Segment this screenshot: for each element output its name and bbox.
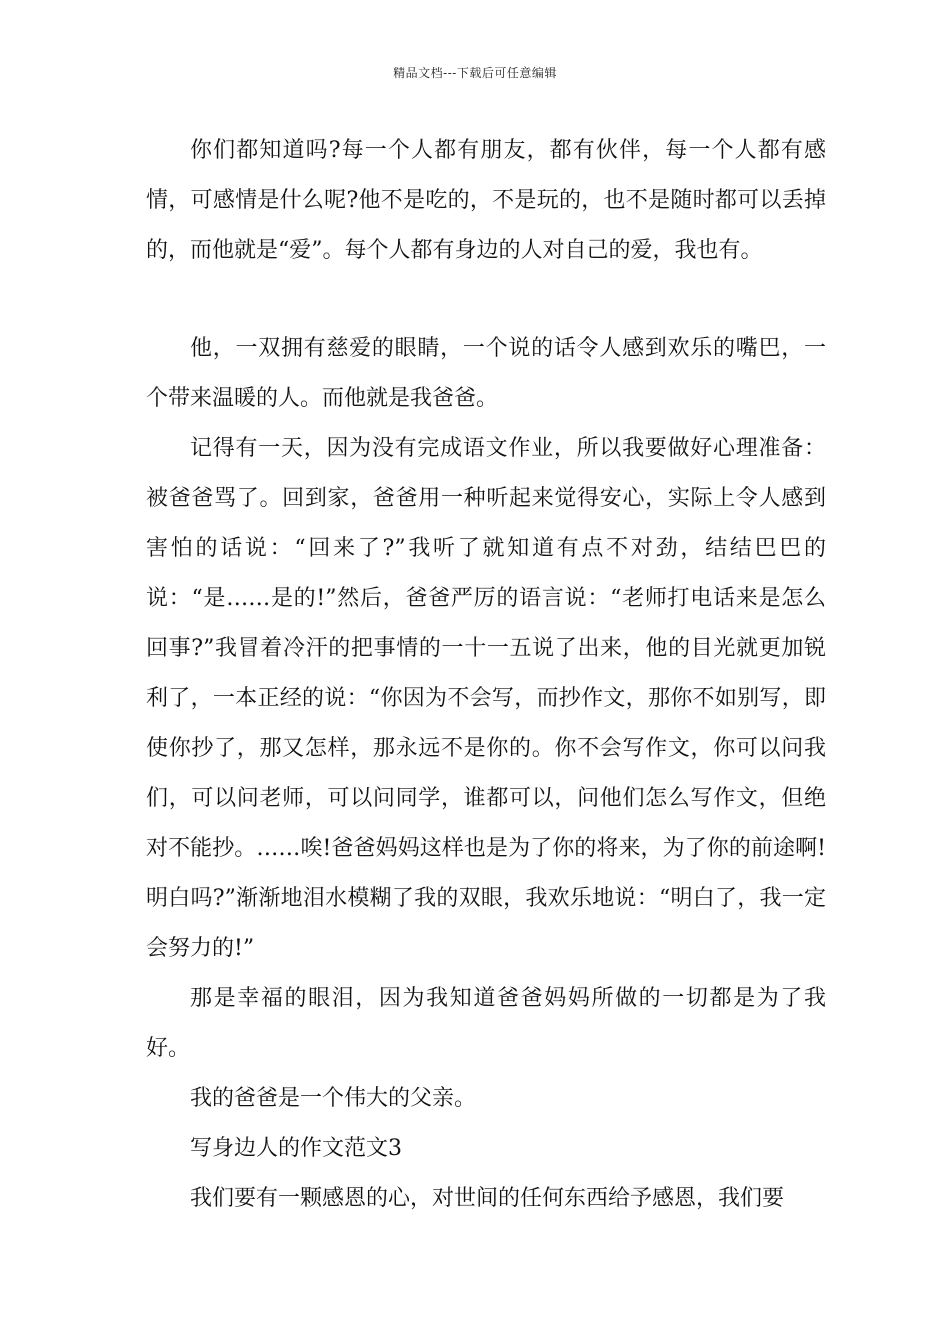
paragraph-great-father: 我的爸爸是一个伟大的父亲。 [190, 1086, 477, 1111]
paragraph-gap [146, 276, 826, 324]
paragraph-happy-tears: 那是幸福的眼泪，因为我知道爸爸妈妈所做的一切都是为了我好。 [146, 986, 826, 1061]
paragraph-intro: 你们都知道吗?每一个人都有朋友，都有伙伴，每一个人都有感情，可感情是什么呢?他不是吃的，不是玩的，也不是随时都可以丢掉的，而他就是“爱”。每个人都有身边的人对自己的爱，我也有。 [146, 138, 826, 263]
document-body [146, 126, 826, 1224]
paragraph-father-description: 他，一双拥有慈爱的眼睛，一个说的话令人感到欢乐的嘴巴，一个带来温暖的人。而他就是我爸爸。 [146, 336, 826, 411]
paragraph-gratitude: 我们要有一颗感恩的心，对世间的任何东西给予感恩，我们要 [190, 1186, 785, 1211]
paragraph-story: 记得有一天，因为没有完成语文作业，所以我要做好心理准备：被爸爸骂了。回到家，爸爸用一种听起来觉得安心，实际上令人感到害怕的话说：“回来了?”我听了就知道有点不对劲，结结巴巴的说：“是……是的!”然后，爸爸严厉的语言说：“老师打电话来是怎么回事?”我冒着冷汗的把事情的一十一五说了出来，他的目光就更加锐利了，一本正经的说：“你因为不会写，而抄作文，那你不如别写，即使你抄了，那又怎样，那永远不是你的。你不会写作文，你可以问我们，可以问老师，可以问同学，谁都可以，问他们怎么写作文，但绝对不能抄。……唉!爸爸妈妈这样也是为了你的将来，为了你的前途啊!明白吗?”渐渐地泪水模糊了我的双眼，我欢乐地说：“明白了，我一定会努力的!” [146, 436, 826, 961]
section-title: 写身边人的作文范文3 [190, 1136, 402, 1161]
page-header: 精品文档---下载后可任意编辑 [393, 66, 557, 80]
